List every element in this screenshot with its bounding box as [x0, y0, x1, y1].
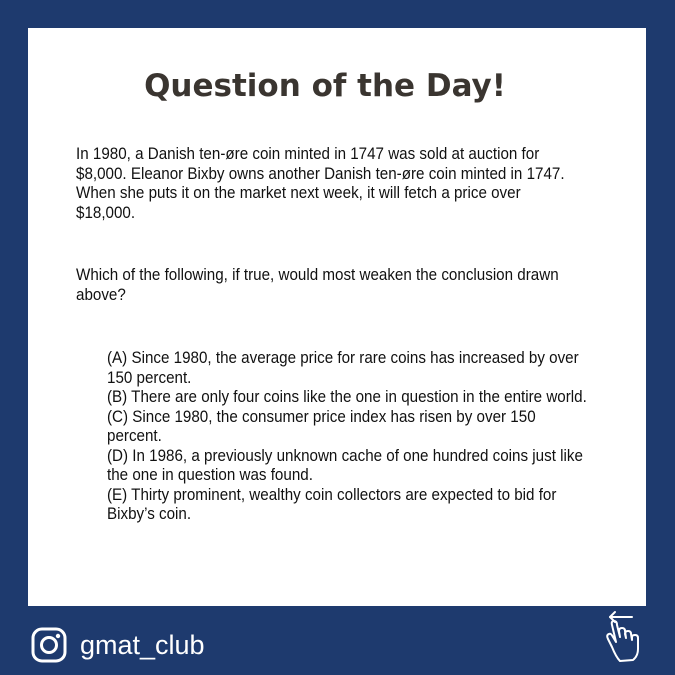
choice-e: (E) Thirty prominent, wealthy coin collectors are expected to bid for Bixby’s coin. — [107, 485, 557, 523]
question-passage: In 1980, a Danish ten-øre coin minted in 1747 was sold at auction for $8,000. Eleanor Bixby owns another Danish ten-øre coin minted in 1747. When she puts it on the market next week, it will fetch a price over $18,000. — [76, 145, 565, 222]
question-prompt: Which of the following, if true, would most weaken the conclusion drawn above? — [76, 266, 559, 304]
instagram-handle[interactable]: gmat_club — [80, 630, 205, 660]
choice-d: (D) In 1986, a previously unknown cache of one hundred coins just like the one in question was found. — [107, 446, 583, 484]
choice-a: (A) Since 1980, the average price for rare coins has increased by over 150 percent. — [107, 349, 579, 387]
choice-b: (B) There are only four coins like the one in question in the entire world. — [107, 388, 587, 406]
swipe-hand-icon — [598, 609, 648, 665]
page-title: Question of the Day! — [144, 68, 506, 104]
instagram-icon[interactable] — [31, 627, 67, 663]
answer-choices — [107, 349, 595, 525]
choice-c: (C) Since 1980, the consumer price index has risen by over 150 percent. — [107, 407, 536, 445]
